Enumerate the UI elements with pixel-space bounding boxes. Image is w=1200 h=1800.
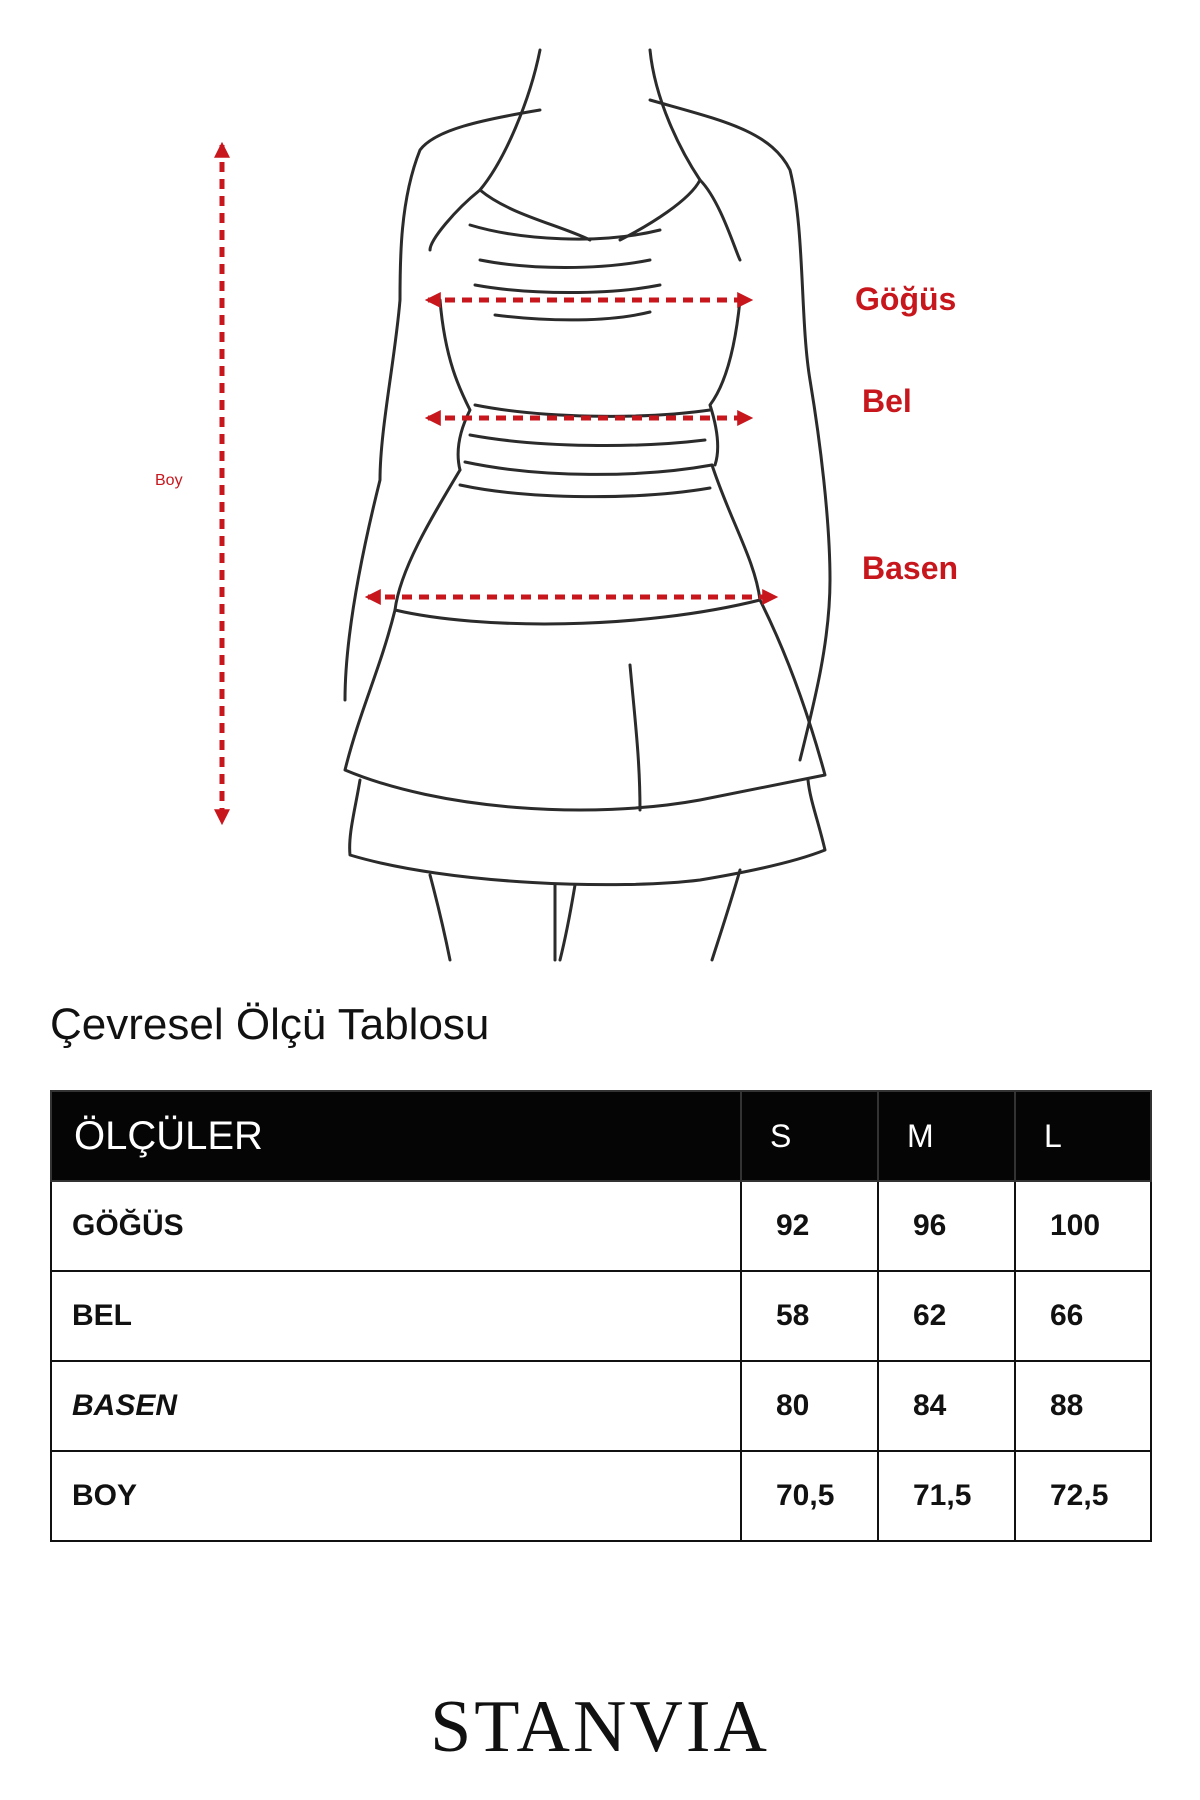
cell-value: 62 — [878, 1271, 1015, 1361]
header-size-m: M — [878, 1091, 1015, 1181]
size-table — [50, 1090, 1152, 1542]
row-label-chest: GÖĞÜS — [51, 1181, 741, 1271]
cell-value: 100 — [1015, 1181, 1151, 1271]
row-label-length: BOY — [51, 1451, 741, 1541]
table-header-row — [51, 1091, 1151, 1181]
cell-value: 96 — [878, 1181, 1015, 1271]
table-row — [51, 1271, 1151, 1361]
cell-value: 88 — [1015, 1361, 1151, 1451]
table-row — [51, 1361, 1151, 1451]
header-measurements: ÖLÇÜLER — [51, 1091, 741, 1181]
row-label-waist: BEL — [51, 1271, 741, 1361]
hip-label: Basen — [862, 550, 959, 586]
table-row — [51, 1451, 1151, 1541]
chest-label: Göğüs — [855, 281, 957, 317]
brand-logo: STANVIA — [430, 1686, 770, 1768]
cell-value: 72,5 — [1015, 1451, 1151, 1541]
header-size-s: S — [741, 1091, 878, 1181]
header-size-l: L — [1015, 1091, 1151, 1181]
cell-value: 71,5 — [878, 1451, 1015, 1541]
table-title: Çevresel Ölçü Tablosu — [50, 1000, 490, 1049]
cell-value: 84 — [878, 1361, 1015, 1451]
cell-value: 58 — [741, 1271, 878, 1361]
cell-value: 66 — [1015, 1271, 1151, 1361]
cell-value: 92 — [741, 1181, 878, 1271]
cell-value: 70,5 — [741, 1451, 878, 1541]
table-row — [51, 1181, 1151, 1271]
length-label: Boy — [155, 472, 183, 489]
waist-label: Bel — [862, 383, 912, 419]
row-label-hip: BASEN — [51, 1361, 741, 1451]
cell-value: 80 — [741, 1361, 878, 1451]
